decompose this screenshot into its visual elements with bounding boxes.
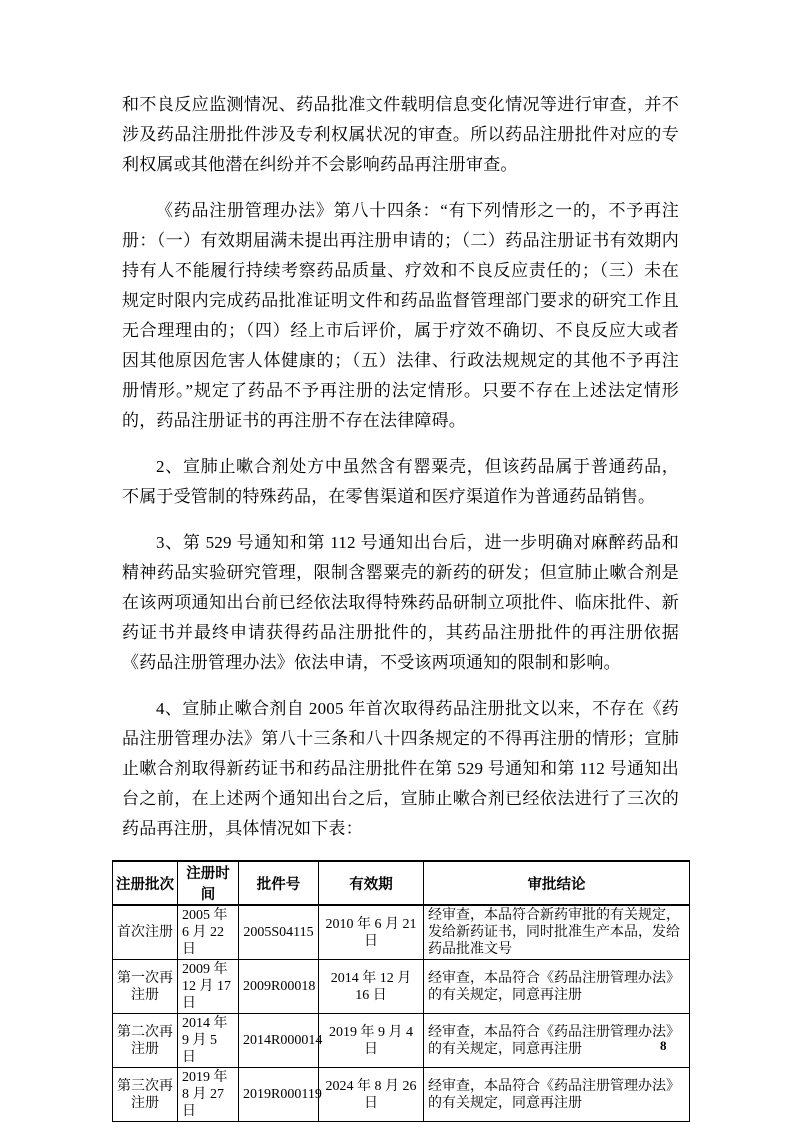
header-approval-number: 批件号	[239, 861, 319, 905]
cell-batch: 第三次再注册	[113, 1068, 178, 1122]
header-registration-batch: 注册批次	[113, 861, 178, 905]
cell-conclusion: 经审查，本品符合《药品注册管理办法》的有关规定，同意再注册	[424, 1014, 690, 1068]
cell-batch: 首次注册	[113, 905, 178, 960]
header-validity-period: 有效期	[319, 861, 424, 905]
body-paragraph-item-3: 3、第 529 号通知和第 112 号通知出台后，进一步明确对麻醉药品和精神药品实验研究管理，限制含罂粟壳的新药的研发；但宣肺止嗽合剂是在该两项通知出台前已经依法取得特殊药品研制立项批件、临床批件、新药证书并最终申请获得药品注册批件的，其药品注册批件的再注册依据《药品注册管理办法》依法申请，不受该两项通知的限制和影响。	[122, 533, 679, 672]
cell-batch: 第二次再注册	[113, 1014, 178, 1068]
table-header-row	[113, 861, 690, 905]
header-approval-conclusion: 审批结论	[424, 861, 690, 905]
cell-time: 2019 年 8 月 27 日	[178, 1068, 239, 1122]
cell-validity: 2010 年 6 月 21 日	[319, 905, 424, 960]
cell-time: 2014 年 9 月 5 日	[178, 1014, 239, 1068]
cell-approval-number: 2009R00018	[239, 960, 319, 1014]
body-paragraph-item-4: 4、宣肺止嗽合剂自 2005 年首次取得药品注册批文以来，不存在《药品注册管理办法》第八十三条和八十四条规定的不得再注册的情形；宣肺止嗽合剂取得新药证书和药品注册批件在第 529 号通知和第 112 号通知出台之前，在上述两个通知出台之后，宣肺止嗽合剂已经依法进行了三次的药品再注册，具体情况如下表：	[122, 699, 679, 838]
header-registration-time: 注册时间	[178, 861, 239, 905]
cell-approval-number: 2005S04115	[239, 905, 319, 960]
page-content	[112, 0, 689, 1122]
cell-validity: 2014 年 12 月 16 日	[319, 960, 424, 1014]
cell-approval-number: 2014R000014	[239, 1014, 319, 1068]
page-number: 8	[660, 1038, 667, 1053]
cell-conclusion: 经审查，本品符合《药品注册管理办法》的有关规定，同意再注册	[424, 1068, 690, 1122]
cell-conclusion: 经审查，本品符合新药审批的有关规定，发给新药证书，同时批准生产本品，发给药品批准文号	[424, 905, 690, 960]
table-row	[113, 1014, 690, 1068]
table-row	[113, 905, 690, 960]
cell-validity: 2024 年 8 月 26 日	[319, 1068, 424, 1122]
table-row	[113, 1068, 690, 1122]
cell-approval-number: 2019R000119	[239, 1068, 319, 1122]
body-paragraph-item-2: 2、宣肺止嗽合剂处方中虽然含有罂粟壳，但该药品属于普通药品，不属于受管制的特殊药品，在零售渠道和医疗渠道作为普通药品销售。	[122, 457, 679, 506]
registration-history-table	[112, 860, 690, 1122]
body-paragraph-continuation: 和不良反应监测情况、药品批准文件载明信息变化情况等进行审查，并不涉及药品注册批件涉及专利权属状况的审查。所以药品注册批件对应的专利权属或其他潜在纠纷并不会影响药品再注册审查。	[122, 95, 679, 174]
body-paragraph-regulation-article-84: 《药品注册管理办法》第八十四条：“有下列情形之一的，不予再注册：（一）有效期届满未提出再注册申请的；（二）药品注册证书有效期内持有人不能履行持续考察药品质量、疗效和不良反应责任的；（三）未在规定时限内完成药品批准证明文件和药品监督管理部门要求的研究工作且无合理理由的；（四）经上市后评价，属于疗效不确切、不良反应大或者因其他原因危害人体健康的；（五）法律、行政法规规定的其他不予再注册情形。”规定了药品不予再注册的法定情形。只要不存在上述法定情形的，药品注册证书的再注册不存在法律障碍。	[122, 201, 679, 430]
table-row	[113, 960, 690, 1014]
cell-batch: 第一次再注册	[113, 960, 178, 1014]
cell-time: 2005 年 6 月 22 日	[178, 905, 239, 960]
cell-time: 2009 年 12 月 17 日	[178, 960, 239, 1014]
cell-conclusion: 经审查，本品符合《药品注册管理办法》的有关规定，同意再注册	[424, 960, 690, 1014]
cell-validity: 2019 年 9 月 4 日	[319, 1014, 424, 1068]
